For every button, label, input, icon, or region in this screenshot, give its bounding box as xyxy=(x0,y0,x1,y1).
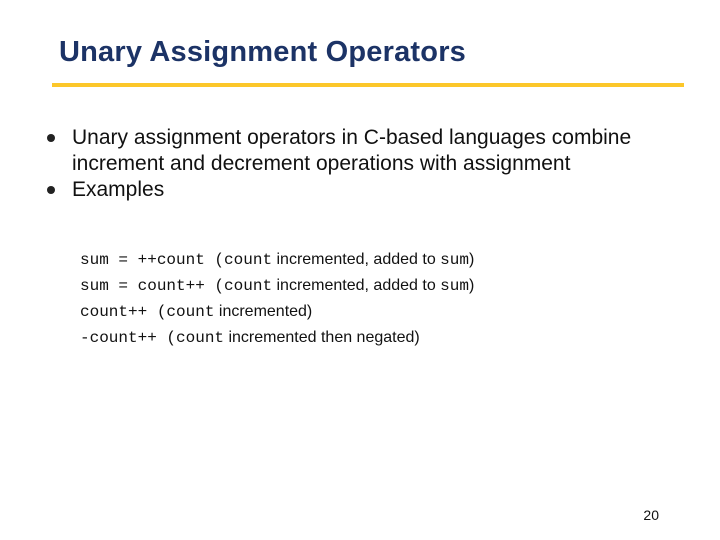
example-var2: sum xyxy=(440,277,469,295)
example-var: count xyxy=(176,329,225,347)
example-line xyxy=(80,327,474,353)
bullet-dot-icon xyxy=(47,134,55,142)
example-var: count xyxy=(224,277,273,295)
example-line xyxy=(80,301,474,327)
example-code: sum = ++count xyxy=(80,251,205,269)
example-open-paren: ( xyxy=(204,251,225,269)
example-close: ) xyxy=(468,251,475,268)
example-open-paren: ( xyxy=(156,329,177,347)
example-list xyxy=(80,249,474,353)
title-rule xyxy=(52,83,684,87)
example-var: count xyxy=(166,303,215,321)
example-desc: incremented, added to xyxy=(272,277,441,294)
bullet-text: Unary assignment operators in C-based languages combine increment and decrement operations with assignment xyxy=(72,126,632,175)
page-number: 20 xyxy=(643,507,659,523)
bullet-list xyxy=(47,125,647,203)
example-desc: incremented) xyxy=(214,303,313,320)
example-code: sum = count++ xyxy=(80,277,205,295)
example-code: -count++ xyxy=(80,329,157,347)
example-code: count++ xyxy=(80,303,148,321)
example-var2: sum xyxy=(440,251,469,269)
bullet-item xyxy=(47,125,647,177)
bullet-item xyxy=(47,177,647,203)
example-line xyxy=(80,275,474,301)
example-open-paren: ( xyxy=(204,277,225,295)
example-close: ) xyxy=(468,277,475,294)
example-desc: incremented, added to xyxy=(272,251,441,268)
bullet-dot-icon xyxy=(47,186,55,194)
example-open-paren: ( xyxy=(147,303,167,321)
example-desc: incremented then negated) xyxy=(224,329,420,346)
example-var: count xyxy=(224,251,273,269)
bullet-text: Examples xyxy=(72,178,165,201)
example-line xyxy=(80,249,474,275)
slide-title: Unary Assignment Operators xyxy=(59,36,467,68)
